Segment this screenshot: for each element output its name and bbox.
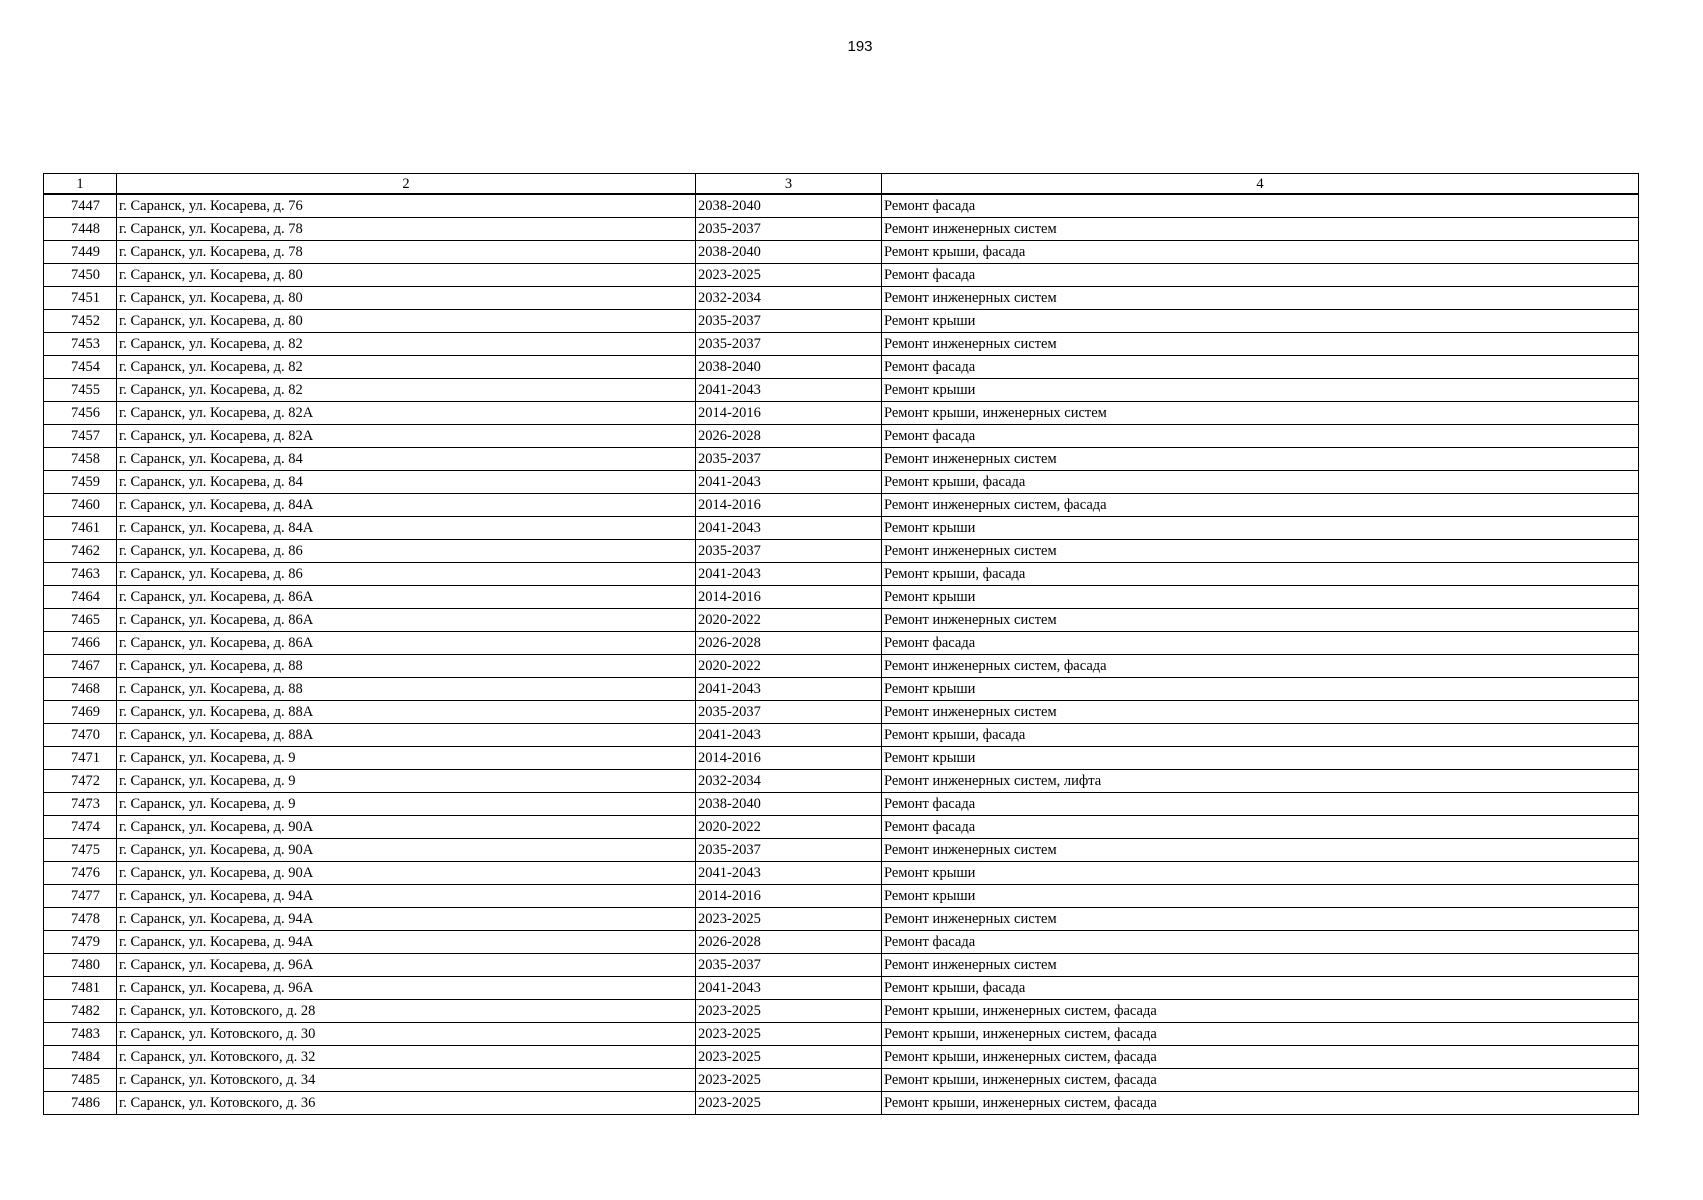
table-row — [44, 908, 1639, 931]
table-row — [44, 1092, 1639, 1115]
table-row — [44, 862, 1639, 885]
period-cell: 2038-2040 — [696, 194, 882, 218]
address-cell: г. Саранск, ул. Косарева, д. 86А — [117, 609, 696, 632]
table-row — [44, 1046, 1639, 1069]
address-cell: г. Саранск, ул. Косарева, д. 78 — [117, 241, 696, 264]
work-type-cell: Ремонт крыши — [882, 517, 1639, 540]
row-number-cell: 7464 — [44, 586, 117, 609]
period-cell: 2023-2025 — [696, 908, 882, 931]
address-cell: г. Саранск, ул. Косарева, д. 94А — [117, 885, 696, 908]
table-row — [44, 678, 1639, 701]
period-cell: 2035-2037 — [696, 701, 882, 724]
address-cell: г. Саранск, ул. Косарева, д. 88 — [117, 678, 696, 701]
column-header-4: 4 — [882, 174, 1639, 195]
work-type-cell: Ремонт крыши — [882, 678, 1639, 701]
row-number-cell: 7466 — [44, 632, 117, 655]
table-row — [44, 1000, 1639, 1023]
address-cell: г. Саранск, ул. Косарева, д. 90А — [117, 816, 696, 839]
row-number-cell: 7478 — [44, 908, 117, 931]
period-cell: 2014-2016 — [696, 494, 882, 517]
address-cell: г. Саранск, ул. Косарева, д. 86 — [117, 540, 696, 563]
row-number-cell: 7454 — [44, 356, 117, 379]
table-row — [44, 287, 1639, 310]
row-number-cell: 7476 — [44, 862, 117, 885]
row-number-cell: 7472 — [44, 770, 117, 793]
period-cell: 2041-2043 — [696, 724, 882, 747]
table-row — [44, 471, 1639, 494]
row-number-cell: 7451 — [44, 287, 117, 310]
work-type-cell: Ремонт фасада — [882, 194, 1639, 218]
address-cell: г. Саранск, ул. Котовского, д. 28 — [117, 1000, 696, 1023]
period-cell: 2026-2028 — [696, 425, 882, 448]
period-cell: 2041-2043 — [696, 563, 882, 586]
work-type-cell: Ремонт крыши, фасада — [882, 977, 1639, 1000]
work-type-cell: Ремонт крыши, фасада — [882, 471, 1639, 494]
period-cell: 2038-2040 — [696, 356, 882, 379]
row-number-cell: 7458 — [44, 448, 117, 471]
row-number-cell: 7480 — [44, 954, 117, 977]
address-cell: г. Саранск, ул. Косарева, д. 86А — [117, 632, 696, 655]
period-cell: 2041-2043 — [696, 862, 882, 885]
work-type-cell: Ремонт инженерных систем — [882, 908, 1639, 931]
row-number-cell: 7463 — [44, 563, 117, 586]
row-number-cell: 7484 — [44, 1046, 117, 1069]
table-row — [44, 264, 1639, 287]
address-cell: г. Саранск, ул. Косарева, д. 96А — [117, 954, 696, 977]
work-type-cell: Ремонт фасада — [882, 931, 1639, 954]
table-row — [44, 977, 1639, 1000]
address-cell: г. Саранск, ул. Косарева, д. 94А — [117, 931, 696, 954]
work-type-cell: Ремонт крыши, инженерных систем, фасада — [882, 1023, 1639, 1046]
row-number-cell: 7486 — [44, 1092, 117, 1115]
period-cell: 2014-2016 — [696, 747, 882, 770]
table-row — [44, 517, 1639, 540]
column-header-2: 2 — [117, 174, 696, 195]
period-cell: 2035-2037 — [696, 448, 882, 471]
row-number-cell: 7485 — [44, 1069, 117, 1092]
period-cell: 2035-2037 — [696, 333, 882, 356]
row-number-cell: 7482 — [44, 1000, 117, 1023]
table-row — [44, 701, 1639, 724]
work-type-cell: Ремонт инженерных систем — [882, 333, 1639, 356]
address-cell: г. Саранск, ул. Косарева, д. 94А — [117, 908, 696, 931]
address-cell: г. Саранск, ул. Косарева, д. 80 — [117, 287, 696, 310]
work-type-cell: Ремонт инженерных систем, лифта — [882, 770, 1639, 793]
row-number-cell: 7473 — [44, 793, 117, 816]
period-cell: 2023-2025 — [696, 264, 882, 287]
period-cell: 2041-2043 — [696, 471, 882, 494]
address-cell: г. Саранск, ул. Косарева, д. 76 — [117, 194, 696, 218]
period-cell: 2014-2016 — [696, 586, 882, 609]
table-row — [44, 586, 1639, 609]
period-cell: 2014-2016 — [696, 402, 882, 425]
period-cell: 2020-2022 — [696, 655, 882, 678]
table-row — [44, 885, 1639, 908]
table-body — [44, 194, 1639, 1115]
table-row — [44, 448, 1639, 471]
work-type-cell: Ремонт фасада — [882, 816, 1639, 839]
row-number-cell: 7479 — [44, 931, 117, 954]
work-type-cell: Ремонт фасада — [882, 632, 1639, 655]
period-cell: 2041-2043 — [696, 379, 882, 402]
table-row — [44, 655, 1639, 678]
work-type-cell: Ремонт инженерных систем — [882, 287, 1639, 310]
work-type-cell: Ремонт крыши — [882, 586, 1639, 609]
work-type-cell: Ремонт инженерных систем — [882, 609, 1639, 632]
address-cell: г. Саранск, ул. Косарева, д. 96А — [117, 977, 696, 1000]
work-type-cell: Ремонт крыши — [882, 885, 1639, 908]
row-number-cell: 7457 — [44, 425, 117, 448]
table-header — [44, 174, 1639, 195]
address-cell: г. Саранск, ул. Косарева, д. 82 — [117, 379, 696, 402]
work-type-cell: Ремонт инженерных систем — [882, 218, 1639, 241]
address-cell: г. Саранск, ул. Косарева, д. 80 — [117, 264, 696, 287]
address-cell: г. Саранск, ул. Косарева, д. 84А — [117, 494, 696, 517]
table-row — [44, 724, 1639, 747]
period-cell: 2023-2025 — [696, 1069, 882, 1092]
work-type-cell: Ремонт крыши, фасада — [882, 563, 1639, 586]
period-cell: 2023-2025 — [696, 1092, 882, 1115]
table-row — [44, 632, 1639, 655]
period-cell: 2023-2025 — [696, 1023, 882, 1046]
table-row — [44, 425, 1639, 448]
address-cell: г. Саранск, ул. Косарева, д. 78 — [117, 218, 696, 241]
period-cell: 2041-2043 — [696, 517, 882, 540]
work-type-cell: Ремонт крыши, инженерных систем, фасада — [882, 1046, 1639, 1069]
address-cell: г. Саранск, ул. Косарева, д. 9 — [117, 770, 696, 793]
work-type-cell: Ремонт крыши, инженерных систем — [882, 402, 1639, 425]
row-number-cell: 7448 — [44, 218, 117, 241]
table-row — [44, 241, 1639, 264]
address-cell: г. Саранск, ул. Косарева, д. 90А — [117, 862, 696, 885]
work-type-cell: Ремонт крыши — [882, 379, 1639, 402]
table-row — [44, 310, 1639, 333]
row-number-cell: 7475 — [44, 839, 117, 862]
table-row — [44, 954, 1639, 977]
table-row — [44, 379, 1639, 402]
address-cell: г. Саранск, ул. Косарева, д. 86А — [117, 586, 696, 609]
address-cell: г. Саранск, ул. Косарева, д. 84 — [117, 471, 696, 494]
table-row — [44, 1069, 1639, 1092]
row-number-cell: 7460 — [44, 494, 117, 517]
address-cell: г. Саранск, ул. Косарева, д. 80 — [117, 310, 696, 333]
period-cell: 2032-2034 — [696, 770, 882, 793]
address-cell: г. Саранск, ул. Косарева, д. 82 — [117, 333, 696, 356]
period-cell: 2026-2028 — [696, 632, 882, 655]
table-row — [44, 402, 1639, 425]
table-row — [44, 793, 1639, 816]
table-row — [44, 218, 1639, 241]
period-cell: 2038-2040 — [696, 241, 882, 264]
row-number-cell: 7462 — [44, 540, 117, 563]
table-row — [44, 333, 1639, 356]
work-type-cell: Ремонт фасада — [882, 793, 1639, 816]
work-type-cell: Ремонт крыши, фасада — [882, 241, 1639, 264]
work-type-cell: Ремонт крыши, инженерных систем, фасада — [882, 1069, 1639, 1092]
work-type-cell: Ремонт инженерных систем — [882, 701, 1639, 724]
row-number-cell: 7452 — [44, 310, 117, 333]
row-number-cell: 7447 — [44, 194, 117, 218]
table-row — [44, 356, 1639, 379]
period-cell: 2041-2043 — [696, 977, 882, 1000]
period-cell: 2035-2037 — [696, 839, 882, 862]
work-type-cell: Ремонт фасада — [882, 425, 1639, 448]
address-cell: г. Саранск, ул. Косарева, д. 90А — [117, 839, 696, 862]
period-cell: 2023-2025 — [696, 1000, 882, 1023]
row-number-cell: 7453 — [44, 333, 117, 356]
work-type-cell: Ремонт инженерных систем — [882, 448, 1639, 471]
row-number-cell: 7449 — [44, 241, 117, 264]
repair-schedule-table — [43, 173, 1639, 1115]
address-cell: г. Саранск, ул. Котовского, д. 32 — [117, 1046, 696, 1069]
address-cell: г. Саранск, ул. Котовского, д. 36 — [117, 1092, 696, 1115]
table-row — [44, 494, 1639, 517]
work-type-cell: Ремонт инженерных систем, фасада — [882, 655, 1639, 678]
header-row — [44, 174, 1639, 195]
row-number-cell: 7467 — [44, 655, 117, 678]
period-cell: 2035-2037 — [696, 218, 882, 241]
table-row — [44, 931, 1639, 954]
work-type-cell: Ремонт крыши — [882, 310, 1639, 333]
address-cell: г. Саранск, ул. Котовского, д. 30 — [117, 1023, 696, 1046]
row-number-cell: 7471 — [44, 747, 117, 770]
address-cell: г. Саранск, ул. Косарева, д. 9 — [117, 793, 696, 816]
table-row — [44, 770, 1639, 793]
work-type-cell: Ремонт инженерных систем — [882, 540, 1639, 563]
row-number-cell: 7459 — [44, 471, 117, 494]
row-number-cell: 7455 — [44, 379, 117, 402]
row-number-cell: 7477 — [44, 885, 117, 908]
work-type-cell: Ремонт инженерных систем — [882, 839, 1639, 862]
column-header-1: 1 — [44, 174, 117, 195]
work-type-cell: Ремонт фасада — [882, 356, 1639, 379]
work-type-cell: Ремонт крыши — [882, 747, 1639, 770]
period-cell: 2032-2034 — [696, 287, 882, 310]
period-cell: 2035-2037 — [696, 310, 882, 333]
address-cell: г. Саранск, ул. Котовского, д. 34 — [117, 1069, 696, 1092]
work-type-cell: Ремонт крыши, инженерных систем, фасада — [882, 1092, 1639, 1115]
row-number-cell: 7481 — [44, 977, 117, 1000]
work-type-cell: Ремонт инженерных систем, фасада — [882, 494, 1639, 517]
work-type-cell: Ремонт фасада — [882, 264, 1639, 287]
table-row — [44, 747, 1639, 770]
address-cell: г. Саранск, ул. Косарева, д. 88А — [117, 724, 696, 747]
address-cell: г. Саранск, ул. Косарева, д. 82А — [117, 402, 696, 425]
row-number-cell: 7468 — [44, 678, 117, 701]
period-cell: 2038-2040 — [696, 793, 882, 816]
address-cell: г. Саранск, ул. Косарева, д. 82А — [117, 425, 696, 448]
period-cell: 2020-2022 — [696, 816, 882, 839]
column-header-3: 3 — [696, 174, 882, 195]
address-cell: г. Саранск, ул. Косарева, д. 88А — [117, 701, 696, 724]
table-row — [44, 563, 1639, 586]
period-cell: 2026-2028 — [696, 931, 882, 954]
table-row — [44, 540, 1639, 563]
row-number-cell: 7461 — [44, 517, 117, 540]
address-cell: г. Саранск, ул. Косарева, д. 88 — [117, 655, 696, 678]
row-number-cell: 7483 — [44, 1023, 117, 1046]
address-cell: г. Саранск, ул. Косарева, д. 84А — [117, 517, 696, 540]
address-cell: г. Саранск, ул. Косарева, д. 86 — [117, 563, 696, 586]
period-cell: 2023-2025 — [696, 1046, 882, 1069]
row-number-cell: 7465 — [44, 609, 117, 632]
row-number-cell: 7450 — [44, 264, 117, 287]
period-cell: 2041-2043 — [696, 678, 882, 701]
period-cell: 2035-2037 — [696, 540, 882, 563]
table-row — [44, 839, 1639, 862]
address-cell: г. Саранск, ул. Косарева, д. 84 — [117, 448, 696, 471]
period-cell: 2020-2022 — [696, 609, 882, 632]
period-cell: 2035-2037 — [696, 954, 882, 977]
work-type-cell: Ремонт крыши, фасада — [882, 724, 1639, 747]
row-number-cell: 7474 — [44, 816, 117, 839]
address-cell: г. Саранск, ул. Косарева, д. 9 — [117, 747, 696, 770]
row-number-cell: 7469 — [44, 701, 117, 724]
row-number-cell: 7470 — [44, 724, 117, 747]
page-number: 193 — [847, 38, 873, 55]
work-type-cell: Ремонт крыши — [882, 862, 1639, 885]
table-row — [44, 194, 1639, 218]
period-cell: 2014-2016 — [696, 885, 882, 908]
work-type-cell: Ремонт инженерных систем — [882, 954, 1639, 977]
row-number-cell: 7456 — [44, 402, 117, 425]
table-row — [44, 609, 1639, 632]
table-row — [44, 1023, 1639, 1046]
work-type-cell: Ремонт крыши, инженерных систем, фасада — [882, 1000, 1639, 1023]
address-cell: г. Саранск, ул. Косарева, д. 82 — [117, 356, 696, 379]
table-row — [44, 816, 1639, 839]
